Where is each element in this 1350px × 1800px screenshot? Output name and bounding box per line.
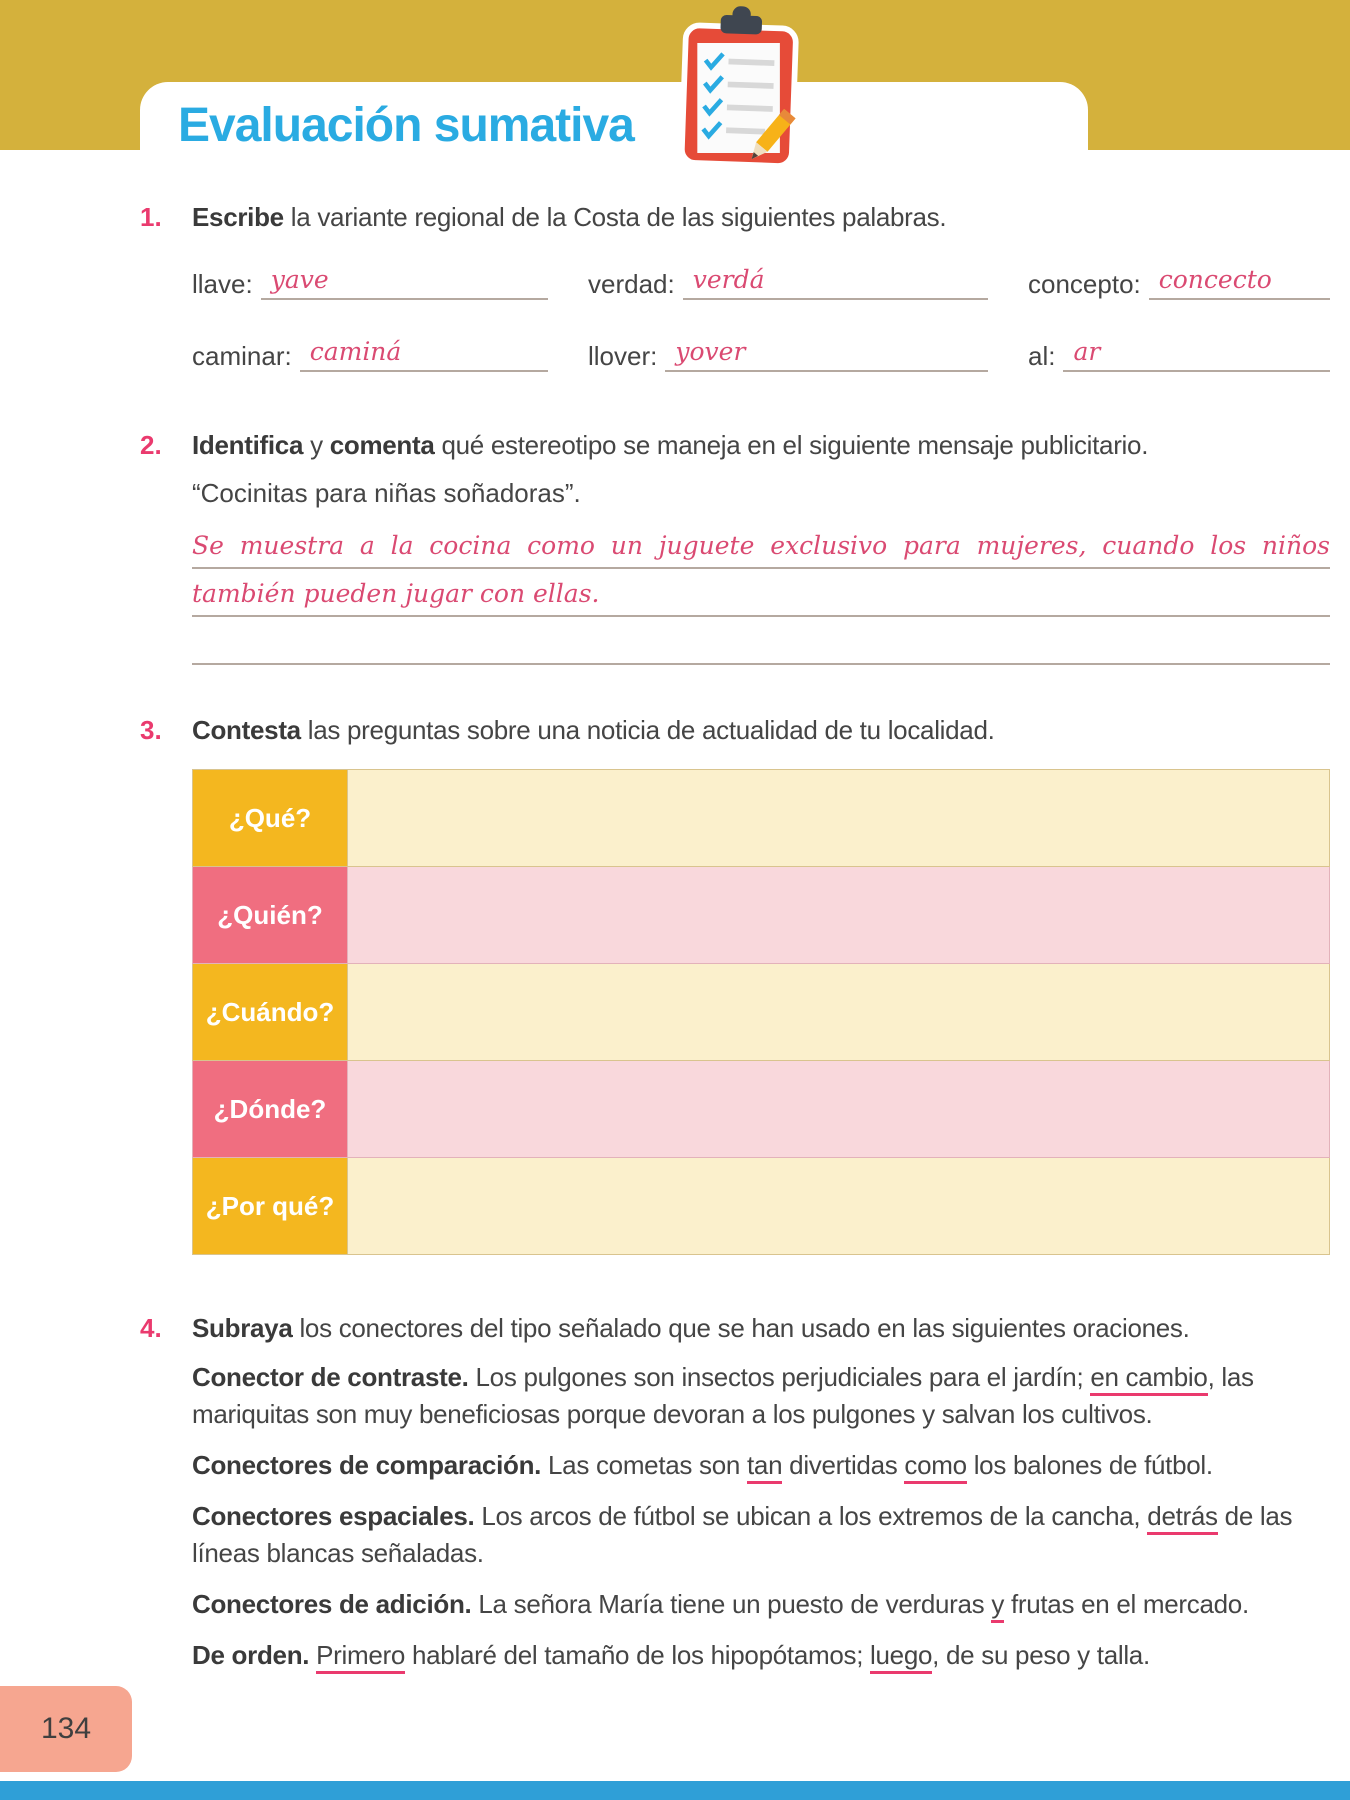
plain-text: Los pulgones son insectos perjudiciales para el jardín; — [475, 1362, 1091, 1392]
answer-blank[interactable] — [1063, 336, 1330, 372]
plain-text: la variante regional de la Costa de las siguientes palabras. — [283, 202, 947, 232]
header-panel — [140, 82, 1088, 212]
bold-text: Escribe — [192, 202, 284, 232]
answer-blank[interactable] — [1149, 264, 1330, 300]
bold-text: Conectores de comparación. — [192, 1450, 549, 1480]
row-label: ¿Qué? — [193, 770, 348, 867]
page-number-badge — [0, 1686, 132, 1772]
field-label: caminar: — [192, 341, 292, 371]
field-label: al: — [1028, 341, 1056, 371]
plain-text: y — [303, 430, 330, 460]
handwritten-answer: Se muestra a la cocina como un juguete exclusivo para mujeres, cuando los niños — [192, 531, 1330, 560]
plain-text: Los arcos de fútbol se ubican a los extremos de la cancha, — [481, 1501, 1148, 1531]
table-row — [193, 964, 1330, 1061]
bold-text: Conectores de adición. — [192, 1589, 479, 1619]
bold-text: comenta — [329, 430, 435, 460]
plain-text: , las mariquitas son muy beneficiosas porque devoran a los pulgones y salvan los cultivos. — [192, 1362, 1254, 1429]
handwritten-answer: también pueden jugar con ellas. — [192, 579, 600, 608]
field-label: verdad: — [588, 269, 675, 299]
question-3 — [140, 713, 1330, 1255]
fill-in-field — [588, 336, 988, 372]
plain-text: las preguntas sobre una noticia de actualidad de tu localidad. — [300, 715, 995, 745]
question-number: 2. — [140, 430, 162, 460]
handwritten-answer: yave — [270, 265, 329, 294]
table-row — [193, 867, 1330, 964]
answer-blank[interactable] — [261, 264, 548, 300]
underlined-connector: y — [991, 1589, 1004, 1623]
bold-text: Conector de contraste. — [192, 1362, 476, 1392]
plain-text: La señora María tiene un puesto de verduras — [478, 1589, 992, 1619]
plain-text: Las cometas son — [548, 1450, 747, 1480]
fill-in-field — [1028, 264, 1330, 300]
fill-in-field — [1028, 336, 1330, 372]
answer-blank[interactable] — [665, 336, 988, 372]
plain-text: qué estereotipo se maneja en el siguiente mensaje publicitario. — [434, 430, 1149, 460]
question-intro — [192, 200, 1330, 234]
field-label: concepto: — [1028, 269, 1141, 299]
question-number: 3. — [140, 715, 162, 745]
connector-sentence — [192, 1637, 1330, 1674]
footer-bar — [0, 1781, 1350, 1800]
advert-quote: “Cocinitas para niñas soñadoras”. — [192, 478, 581, 508]
question-number: 1. — [140, 202, 162, 232]
answer-line[interactable] — [192, 569, 1330, 617]
plain-text: los balones de fútbol. — [966, 1450, 1213, 1480]
answer-line[interactable] — [192, 521, 1330, 569]
worksheet-content — [140, 200, 1330, 1674]
answer-cell[interactable] — [348, 1061, 1330, 1158]
handwritten-answer: verdá — [692, 265, 765, 294]
table-row — [193, 1158, 1330, 1255]
bold-text: Conectores espaciales. — [192, 1501, 482, 1531]
answer-blank[interactable] — [300, 336, 548, 372]
question-2 — [140, 428, 1330, 665]
plain-text: frutas en el mercado. — [1004, 1589, 1249, 1619]
answer-blank[interactable] — [683, 264, 988, 300]
answer-cell[interactable] — [348, 964, 1330, 1061]
table-row — [193, 770, 1330, 867]
fill-in-fields — [192, 264, 1330, 372]
question-intro — [192, 1311, 1330, 1345]
question-intro — [192, 428, 1330, 462]
underlined-connector: en cambio — [1090, 1362, 1207, 1396]
plain-text: , de su peso y talla. — [932, 1640, 1150, 1670]
field-label: llave: — [192, 269, 253, 299]
plain-text: divertidas — [782, 1450, 905, 1480]
row-label: ¿Cuándo? — [193, 964, 348, 1061]
handwritten-answer: caminá — [309, 337, 402, 366]
answer-cell[interactable] — [348, 1158, 1330, 1255]
table-row — [193, 1061, 1330, 1158]
bold-text: Subraya — [192, 1313, 293, 1343]
connector-sentence — [192, 1498, 1330, 1572]
field-label: llover: — [588, 341, 658, 371]
bold-text: Contesta — [192, 715, 301, 745]
plain-text: de las líneas blancas señaladas. — [192, 1501, 1293, 1568]
question-1 — [140, 200, 1330, 372]
page-number: 134 — [40, 1712, 92, 1745]
news-questions-table — [192, 769, 1330, 1255]
question-number: 4. — [140, 1313, 162, 1343]
bold-text: De orden. — [192, 1640, 317, 1670]
handwritten-answer: yover — [675, 337, 746, 366]
handwritten-answer: concecto — [1158, 265, 1272, 294]
row-label: ¿Por qué? — [193, 1158, 348, 1255]
answer-lines — [192, 521, 1330, 665]
underlined-connector: como — [904, 1450, 966, 1484]
page-title: Evaluación sumativa — [178, 99, 634, 152]
clipboard-checklist-icon — [668, 4, 810, 176]
plain-text: los conectores del tipo señalado que se han usado en las siguientes oraciones. — [292, 1313, 1190, 1343]
fill-in-field — [192, 264, 548, 300]
handwritten-answer: ar — [1073, 337, 1101, 366]
underlined-connector: Primero — [316, 1640, 405, 1674]
fill-in-field — [192, 336, 548, 372]
plain-text: hablaré del tamaño de los hipopótamos; — [405, 1640, 871, 1670]
connector-sentence — [192, 1359, 1330, 1433]
answer-cell[interactable] — [348, 770, 1330, 867]
connector-sentence — [192, 1586, 1330, 1623]
connector-sentence — [192, 1447, 1330, 1484]
answer-line[interactable] — [192, 617, 1330, 665]
fill-in-field — [588, 264, 988, 300]
answer-cell[interactable] — [348, 867, 1330, 964]
underlined-connector: detrás — [1147, 1501, 1217, 1535]
underlined-connector: luego — [870, 1640, 932, 1674]
row-label: ¿Quién? — [193, 867, 348, 964]
underlined-connector: tan — [747, 1450, 782, 1484]
question-intro — [192, 713, 1330, 747]
question-4 — [140, 1311, 1330, 1674]
row-label: ¿Dónde? — [193, 1061, 348, 1158]
bold-text: Identifica — [192, 430, 304, 460]
